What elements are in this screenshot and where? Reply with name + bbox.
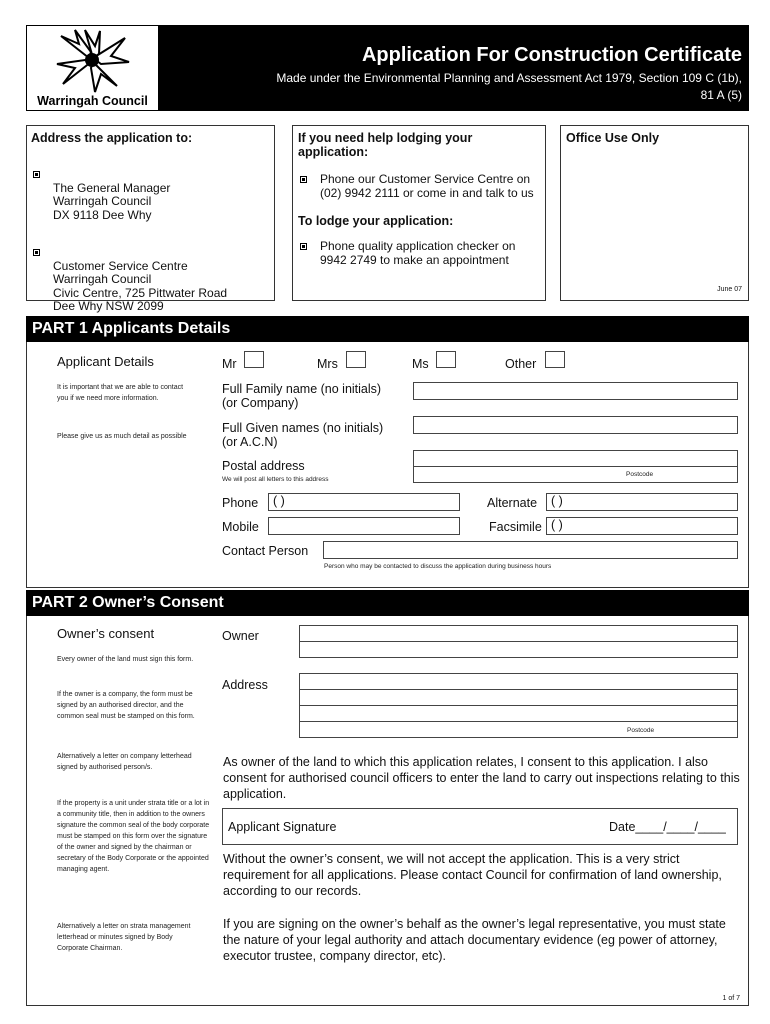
title-other-label: Other (505, 357, 537, 371)
family-name-field[interactable] (413, 382, 738, 400)
owner-note-letterhead: Alternatively a letter on company letterhead signed by authorised person/s. (57, 753, 192, 771)
flower-logo-icon (55, 28, 131, 94)
title-mr-checkbox[interactable] (244, 351, 264, 368)
family-name-label: Full Family name (no initials) (or Company) (222, 382, 382, 410)
owner-note-strata: If the property is a unit under strata title or a lot in a community title, then in addition to the owners signature the common seal of the body corporate must be stamped on this form over the signature of the owner and signed by the chairman or secretary of the Body Corporate or the appointed managing agent. (57, 800, 210, 873)
facsimile-area-code: ( ) (551, 518, 563, 532)
owner-field-line1[interactable] (299, 625, 738, 642)
behalf-text: If you are signing on the owner’s behalf as the owner’s legal representative, you must state the nature of your legal authority and attach documentary evidence (eg power of attorney, executor trustee, company director, etc). (223, 917, 726, 963)
owner-note-company: If the owner is a company, the form must be signed by an authorised director, and the common seal must be stamped on this form. (57, 691, 195, 720)
owner-address-line3[interactable] (299, 705, 738, 722)
applicant-note-detail: Please give us as much detail as possible (57, 433, 187, 440)
owner-address-label: Address (222, 678, 268, 692)
phone-label: Phone (222, 496, 259, 510)
title-ms-label: Ms (412, 357, 429, 371)
form-subtitle: Made under the Environmental Planning and Assessment Act 1979, Section 109 C (1b), 81 A (5) (276, 71, 742, 102)
owner-address-line4[interactable] (299, 721, 738, 738)
page-number: 1 of 7 (722, 995, 740, 1002)
address-box (26, 125, 275, 313)
title-mrs-checkbox[interactable] (346, 351, 366, 368)
contact-person-label: Contact Person (222, 544, 309, 558)
consent-statement: As owner of the land to which this application relates, I consent to this application. I also consent for authorised council officers to enter the land to carry out inspections relating to this application. (223, 755, 740, 801)
form-date: June 07 (717, 286, 742, 293)
facsimile-label: Facsimile (489, 520, 542, 534)
alternate-label: Alternate (487, 496, 538, 510)
help-item-phone: Phone our Customer Service Centre on (02) 9942 2111 or come in and talk to us (298, 173, 540, 200)
title-ms-checkbox[interactable] (436, 351, 456, 368)
without-consent-text: Without the owner’s consent, we will not accept the application. This is a very strict requirement for all applications. Please contact Council for confirmation of land ownership, according to our records. (223, 852, 722, 898)
given-names-label: Full Given names (no initials) (or A.C.N) (222, 421, 384, 449)
address-item-customer-service: Customer Service Centre Warringah Council Civic Centre, 725 Pittwater Road Dee Why NSW 2099 (31, 246, 270, 314)
owner-address-line2[interactable] (299, 689, 738, 706)
bullet-icon (33, 171, 40, 178)
given-names-field[interactable] (413, 416, 738, 434)
phone-area-code: ( ) (273, 494, 285, 508)
lodge-item-phone: Phone quality application checker on 9942 2749 to make an appointment (298, 240, 540, 267)
alternate-field[interactable] (546, 493, 738, 511)
contact-person-note: Person who may be contacted to discuss the application during business hours (324, 563, 552, 570)
mobile-field[interactable] (268, 517, 460, 535)
title-other-checkbox[interactable] (545, 351, 565, 368)
part1-heading: PART 1 Applicants Details (26, 316, 749, 342)
address-box-title: Address the application to: (31, 131, 193, 145)
office-use-title: Office Use Only (566, 131, 660, 145)
part2-heading: PART 2 Owner’s Consent (26, 590, 749, 616)
mobile-label: Mobile (222, 520, 259, 534)
owner-postcode-label: Postcode (627, 727, 655, 734)
postcode-label: Postcode (626, 471, 654, 478)
bullet-icon (33, 249, 40, 256)
owner-note-strata-letter: Alternatively a letter on strata management letterhead or minutes signed by Body Corporate Chairman. (57, 923, 191, 952)
address-item-general-manager: The General Manager Warringah Council DX 9118 Dee Why (31, 168, 270, 222)
owners-consent-title: Owner’s consent (57, 626, 155, 641)
form-title: Application For Construction Certificate (361, 44, 742, 66)
help-box (292, 125, 546, 301)
owner-label: Owner (222, 629, 259, 643)
owner-address-line1[interactable] (299, 673, 738, 690)
postal-address-field-line1[interactable] (413, 450, 738, 467)
phone-field[interactable] (268, 493, 460, 511)
office-use-box (560, 125, 749, 301)
help-box-title: If you need help lodging your application: (298, 131, 473, 159)
applicant-details-title: Applicant Details (57, 354, 154, 369)
owner-field-line2[interactable] (299, 641, 738, 658)
facsimile-field[interactable] (546, 517, 738, 535)
alternate-area-code: ( ) (551, 494, 563, 508)
postal-address-label: Postal address (222, 459, 305, 473)
bullet-icon (300, 243, 307, 250)
applicant-signature-label: Applicant Signature (228, 820, 337, 834)
bullet-icon (300, 176, 307, 183)
signature-date-field[interactable]: Date____/____/____ (609, 820, 726, 834)
council-logo (26, 25, 159, 111)
lodge-title: To lodge your application: (298, 214, 454, 228)
title-mr-label: Mr (222, 357, 237, 371)
applicant-note-contact: It is important that we are able to contact you if we need more information. (57, 384, 184, 402)
owner-note-every-owner: Every owner of the land must sign this form. (57, 656, 194, 663)
postal-address-field-line2[interactable] (413, 466, 738, 483)
title-mrs-label: Mrs (317, 357, 338, 371)
logo-text: Warringah Council (37, 94, 148, 108)
postal-address-note: We will post all letters to this address (222, 476, 329, 483)
contact-person-field[interactable] (323, 541, 738, 559)
